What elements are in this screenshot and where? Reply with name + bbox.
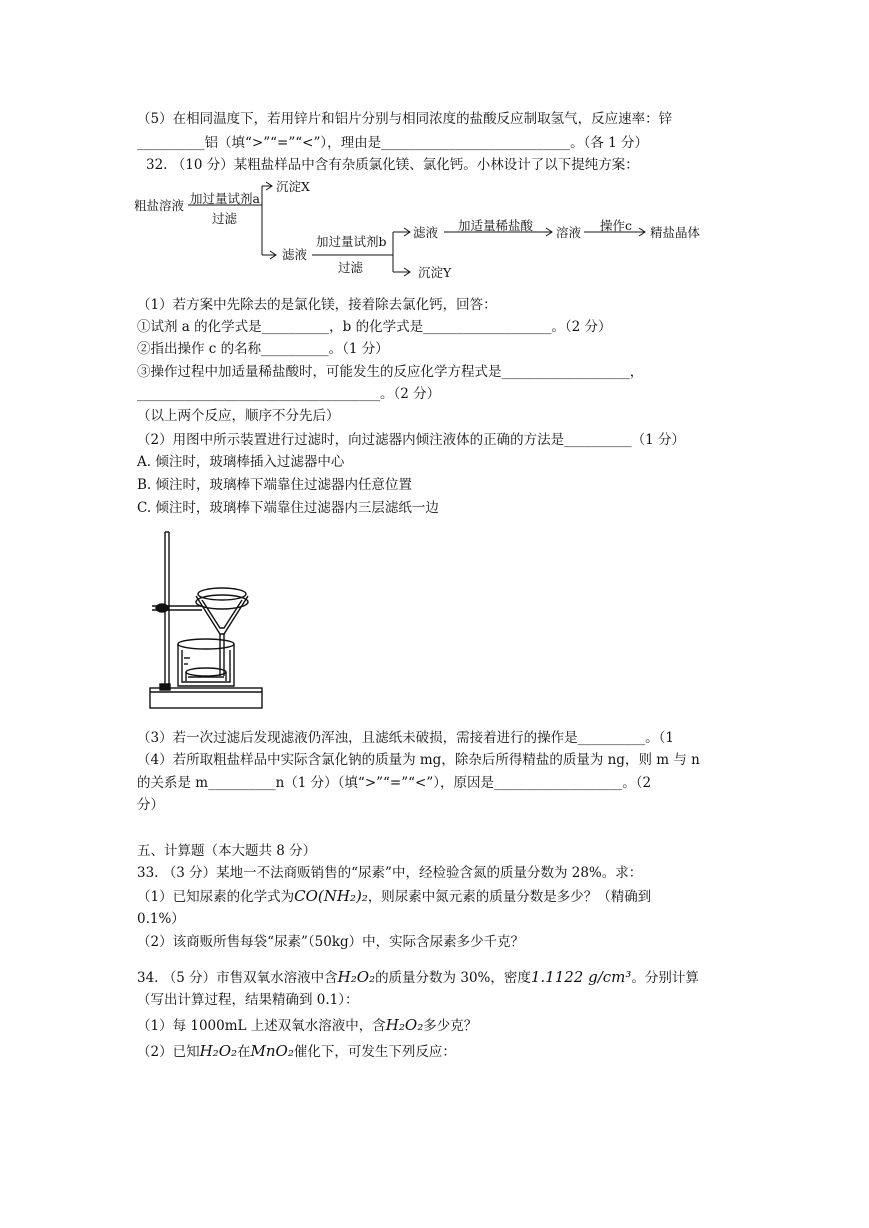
q34-1-post: 多少克？ (423, 1018, 478, 1034)
q34-1-pre: （1）每 1000mL 上述双氧水溶液中，含 (137, 1018, 386, 1034)
q32-1e: （以上两个反应，顺序不分先后） (137, 408, 340, 424)
q33-1 (137, 887, 651, 906)
flow-start: 粗盐溶液 (134, 198, 185, 213)
q34-2 (137, 1042, 456, 1061)
flow-filter1: 过滤 (212, 211, 238, 226)
q34-pre: 34. （5 分）市售双氧水溶液中含 (137, 970, 338, 986)
flow-step1: 加过量试剂a (190, 191, 260, 206)
q34-2-pre: （2）已知 (137, 1044, 200, 1060)
filtration-apparatus-figure (140, 526, 270, 718)
q34-instructions: （写出计算过程，结果精确到 0.1）： (137, 992, 359, 1008)
q5-line-2: __________铝（填“>”“=”“<”），理由是____________________________。（各 1 分） (137, 135, 649, 151)
q34-1 (137, 1016, 477, 1035)
q32-1b: ②指出操作 c 的名称__________。（1 分） (137, 341, 389, 357)
q33-2: （2）该商贩所售每袋“尿素”（50kg）中，实际含尿素多少千克？ (137, 934, 525, 950)
q32-1a: ①试剂 a 的化学式是__________，b 的化学式是___________________。（2 分） (137, 319, 612, 335)
q5-line-1: （5）在相同温度下，若用锌片和铝片分别与相同浓度的盐酸反应制取氢气，反应速率：锌 (137, 111, 673, 127)
q34-heading (137, 968, 699, 987)
urea-formula: CO(NH₂)₂ (294, 887, 368, 905)
density-value: 1.1122 g/cm³ (530, 968, 632, 986)
q32-4c: 分） (137, 797, 164, 813)
q34-2-mid: 在 (237, 1044, 251, 1060)
q34-mid: 的质量分数为 30%，密度 (375, 970, 531, 986)
q34-2-post: 催化下，可发生下列反应： (293, 1044, 456, 1060)
h2o2-formula-2: H₂O₂ (385, 1016, 424, 1034)
q32-4b: 的关系是 m__________n（1 分）（填“>”“=”“<”），原因是___________________。（2 (137, 775, 652, 791)
flow-filtrate1: 滤液 (282, 247, 308, 262)
option-c: C. 倾注时，玻璃棒下端靠住过滤器内三层滤纸一边 (137, 500, 439, 516)
h2o2-formula-3: H₂O₂ (199, 1042, 237, 1060)
q32-4: （4）若所取粗盐样品中实际含氯化钠的质量为 mg，除杂后所得精盐的质量为 ng，则 m 与 n (137, 752, 700, 768)
section-5-heading: 五、计算题（本大题共 8 分） (137, 843, 317, 859)
q32-1c: ③操作过程中加适量稀盐酸时，可能发生的反应化学方程式是___________________， (137, 364, 644, 380)
flow-ppt-x: 沉淀X (276, 179, 310, 194)
q33-1-cont: 0.1%） (137, 911, 185, 927)
q32-1d: ____________________________________。（2 分） (137, 386, 441, 402)
flow-ppt-y: 沉淀Y (418, 265, 452, 280)
flow-filtrate2: 滤液 (413, 225, 439, 240)
q32-2: （2）用图中所示装置进行过滤时，向过滤器内倾注液体的正确的方法是__________（1 分） (137, 432, 685, 448)
flow-filter2: 过滤 (338, 260, 364, 275)
q33-1-pre: （1）已知尿素的化学式为 (137, 889, 295, 905)
q32-3: （3）若一次过滤后发现滤液仍浑浊，且滤纸未破损，需接着进行的操作是__________。（1 (137, 730, 674, 746)
flow-op-c: 操作c (600, 218, 633, 233)
flow-step2: 加过量试剂b (316, 234, 387, 249)
q32-heading: 32. （10 分）某粗盐样品中含有杂质氯化镁、氯化钙。小林设计了以下提纯方案： (146, 157, 639, 173)
h2o2-formula: H₂O₂ (337, 968, 376, 986)
flow-solution: 溶液 (556, 225, 582, 240)
flow-step3: 加适量稀盐酸 (458, 218, 534, 233)
flow-product: 精盐晶体 (650, 225, 701, 240)
q34-post: 。分别计算 (631, 970, 699, 986)
mno2-formula: MnO₂ (250, 1042, 294, 1060)
option-a: A. 倾注时，玻璃棒插入过滤器中心 (137, 454, 345, 470)
q33-heading: 33. （3 分）某地一不法商贩销售的“尿素”中，经检验含氮的质量分数为 28%。求： (137, 865, 643, 881)
q33-1-post: ，则尿素中氮元素的质量分数是多少？（精确到 (367, 889, 652, 905)
q32-1: （1）若方案中先除去的是氯化镁，接着除去氯化钙，回答： (137, 297, 497, 313)
option-b: B. 倾注时，玻璃棒下端靠住过滤器内任意位置 (137, 477, 413, 493)
